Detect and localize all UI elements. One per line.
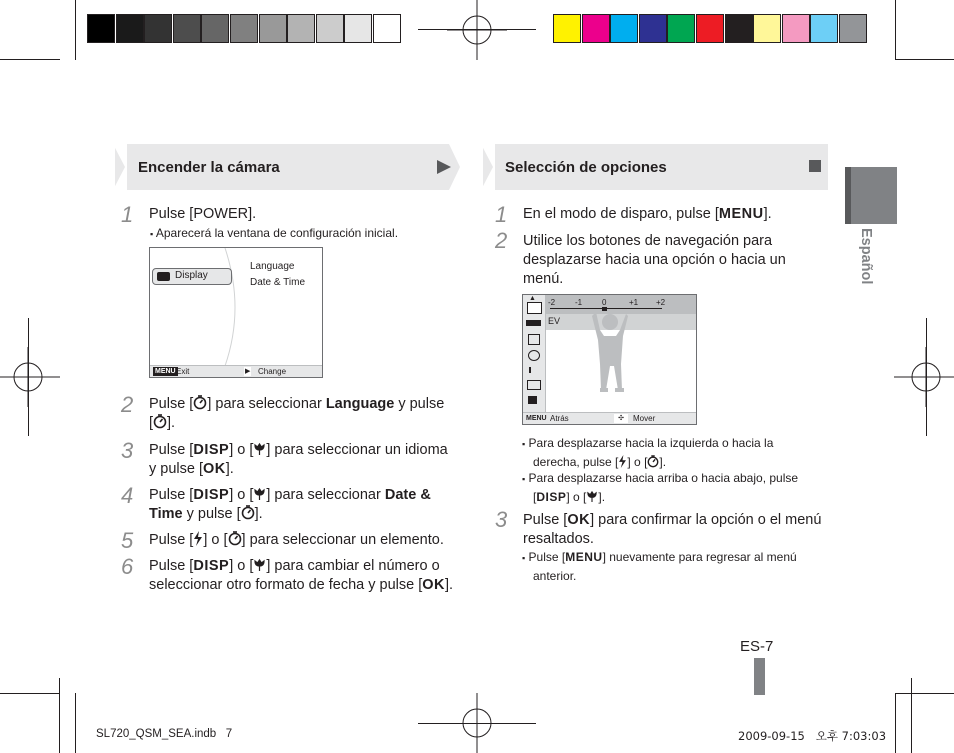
iso-icon[interactable]	[526, 320, 541, 326]
disp-key-icon: DISP	[193, 442, 230, 458]
step-number: 3	[495, 507, 508, 532]
step-4-text: Pulse [DISP] o [ ] para seleccionar Date & Time y pulse [ ].	[149, 487, 431, 522]
date-slug: 2009-09-15 오후 7:03:03	[738, 729, 887, 743]
macro-flower-icon	[586, 490, 598, 503]
bullet-up-down: ▪ Para desplazarse hacia arriba o hacia abajo, pulse [DISP] o [ ].	[522, 471, 799, 504]
color-swatch	[696, 14, 724, 43]
self-timer-icon	[193, 395, 207, 410]
child-silhouette	[588, 310, 633, 410]
scroll-up-icon[interactable]: ▲	[529, 295, 536, 302]
color-swatch	[610, 14, 638, 43]
ok-key-icon: OK	[203, 461, 226, 477]
ev-scale-label: +2	[656, 298, 666, 307]
color-swatch	[316, 14, 344, 43]
color-swatch	[810, 14, 838, 43]
step-number: 3	[121, 438, 134, 463]
step-1-note: ▪ Aparecerá la ventana de configuración inicial.	[150, 226, 399, 240]
step-5-text: Pulse [ ] o [ ] para seleccionar un elemento.	[149, 532, 444, 548]
language-tab	[845, 167, 897, 224]
ev-icon[interactable]	[527, 302, 542, 314]
section-title: Selección de opciones	[505, 159, 667, 176]
menu-key-icon: MENU	[155, 368, 176, 375]
ev-row-highlight[interactable]: EV	[546, 314, 696, 330]
step-number: 1	[121, 202, 134, 227]
macro-flower-icon	[253, 487, 266, 501]
language-tab-edge	[845, 167, 851, 224]
navigation-arrows-icon: ✣	[614, 414, 628, 423]
section-banner-left	[115, 144, 460, 190]
right-step-3-text: Pulse [OK] para confirmar la opción o el menú resaltados.	[523, 512, 822, 547]
ok-key-icon: OK	[567, 512, 591, 528]
metering-icon[interactable]	[527, 380, 541, 390]
focus-area-icon[interactable]	[529, 367, 539, 373]
step-3-text: Pulse [DISP] o [ ] para seleccionar un idioma y pulse [OK].	[149, 442, 448, 477]
color-swatch	[173, 14, 201, 43]
color-swatch	[230, 14, 258, 43]
bullet-left-right: ▪ Para desplazarse hacia la izquierda o hacia la derecha, pulse [ ] o [ ].	[522, 436, 774, 469]
disp-key-icon: DISP	[193, 558, 230, 574]
menu-item-display[interactable]: Display	[152, 268, 232, 285]
language-tab-label: Español	[858, 228, 874, 285]
self-timer-icon	[241, 505, 255, 520]
page-number-bar	[754, 658, 765, 695]
registration-mark-left	[0, 347, 60, 407]
registration-mark-top	[447, 0, 507, 60]
color-swatch	[667, 14, 695, 43]
step-number: 5	[121, 528, 134, 553]
page-number: ES-7	[740, 638, 774, 655]
step-number: 6	[121, 554, 134, 579]
section-title: Encender la cámara	[138, 159, 280, 176]
flash-icon	[193, 531, 203, 546]
color-swatch	[259, 14, 287, 43]
color-swatch	[116, 14, 144, 43]
step-number: 1	[495, 202, 508, 227]
step-1-text: Pulse [POWER].	[149, 206, 257, 222]
step-number: 4	[121, 483, 134, 508]
color-swatch	[144, 14, 172, 43]
screen-footer: MENU Atrás ✣ Mover	[523, 412, 696, 424]
section-banner-right	[483, 144, 828, 190]
color-swatch	[87, 14, 115, 43]
face-detect-off-icon[interactable]	[528, 350, 540, 361]
menu-key-icon: MENU	[718, 206, 764, 222]
smart-off-icon[interactable]	[528, 396, 537, 404]
camera-screen-ev-menu	[522, 294, 697, 425]
color-swatch	[753, 14, 781, 43]
self-timer-icon	[153, 414, 167, 429]
screen-footer: MENU Exit ▶ Change	[150, 365, 322, 377]
disp-key-icon: DISP	[536, 490, 567, 504]
color-swatch	[553, 14, 581, 43]
color-swatch	[287, 14, 315, 43]
color-swatch	[582, 14, 610, 43]
right-step-1-text: En el modo de disparo, pulse [MENU].	[523, 206, 772, 222]
ev-scale-label: -2	[548, 298, 556, 307]
macro-flower-icon	[253, 558, 266, 572]
color-swatch	[782, 14, 810, 43]
step-6-text: Pulse [DISP] o [ ] para cambiar el número o seleccionar otro formato de fecha y pulse [OK].	[149, 558, 454, 593]
option-date-time[interactable]: Date & Time	[250, 277, 306, 288]
color-swatch	[344, 14, 372, 43]
color-swatch	[373, 14, 401, 43]
macro-flower-icon	[253, 442, 266, 456]
step-number: 2	[121, 392, 134, 417]
option-language[interactable]: Language	[250, 261, 295, 272]
white-balance-icon[interactable]	[528, 334, 540, 345]
ev-scale-label: 0	[602, 298, 607, 307]
menu-key-icon: MENU	[526, 415, 547, 422]
self-timer-icon	[647, 455, 659, 468]
camera-screen-initial-setup	[149, 247, 323, 378]
display-icon	[157, 272, 170, 281]
color-swatch	[725, 14, 753, 43]
registration-mark-right	[894, 347, 954, 407]
right-step-3-note: ▪ Pulse [MENU] nuevamente para regresar al menú anterior.	[522, 550, 797, 583]
ev-scale-label: -1	[575, 298, 583, 307]
disp-key-icon: DISP	[193, 487, 230, 503]
ok-key-icon: OK	[422, 577, 445, 593]
menu-key-icon: MENU	[565, 550, 603, 564]
color-swatch	[639, 14, 667, 43]
self-timer-icon	[228, 531, 242, 546]
ev-scale-label: +1	[629, 298, 639, 307]
file-slug: SL720_QSM_SEA.indb 7	[96, 728, 233, 740]
color-swatch	[839, 14, 867, 43]
arrow-right-icon: ▶	[245, 368, 251, 375]
color-swatch	[201, 14, 229, 43]
right-step-2-text: Utilice los botones de navegación para desplazarse hacia una opción o hacia un menú.	[523, 233, 786, 287]
step-number: 2	[495, 228, 508, 253]
step-2-text: Pulse [ ] para seleccionar Language y pulse [ ].	[149, 396, 445, 431]
square-end-icon	[809, 160, 821, 172]
